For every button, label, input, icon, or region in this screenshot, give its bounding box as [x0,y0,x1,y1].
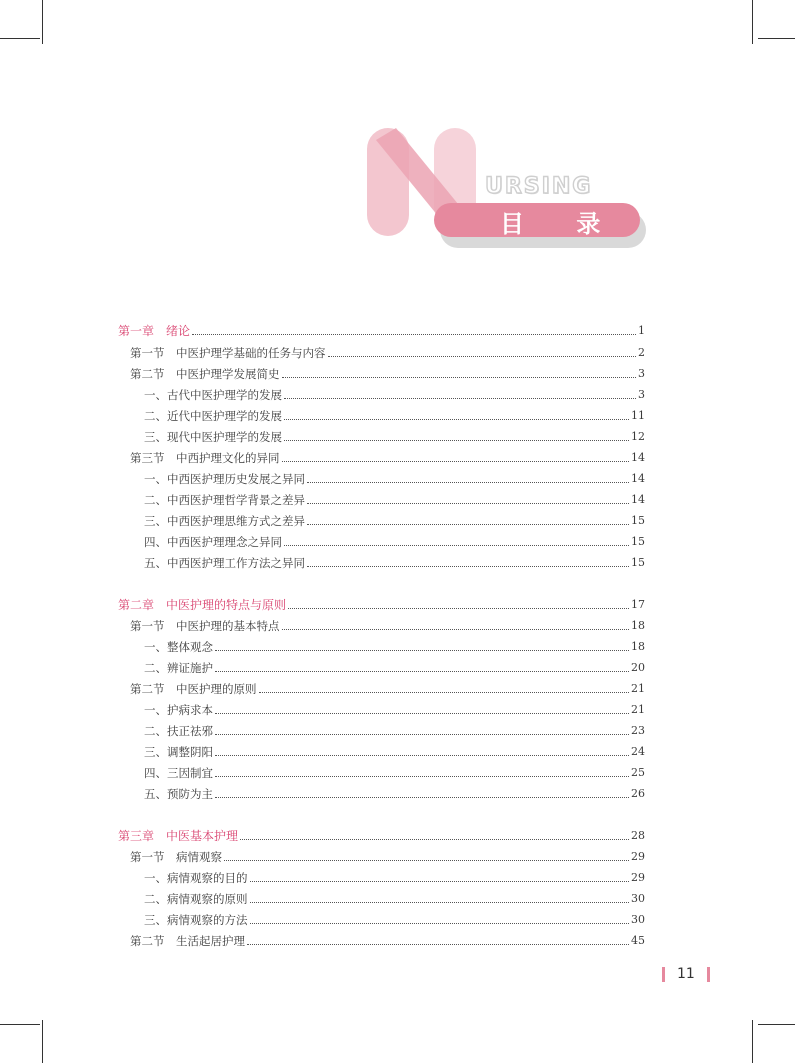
toc-entry-title: 四、中西医护理理念之异同 [144,535,282,549]
toc-entry-page: 3 [638,388,645,401]
toc-entry-title: 二、辨证施护 [144,661,213,675]
toc-item-row[interactable] [144,913,645,927]
dot-leader [215,671,629,672]
toc-item-row[interactable] [144,409,645,423]
dot-leader [307,482,629,483]
toc-item-row[interactable] [144,661,645,675]
dot-leader [284,545,629,546]
dot-leader [215,797,629,798]
ursing-logo-text: URSING [485,174,593,199]
dot-leader [284,419,629,420]
dot-leader [215,734,629,735]
toc-item-row[interactable] [144,388,645,402]
toc-item-row[interactable] [144,430,645,444]
dot-leader [215,755,629,756]
toc-entry-page: 15 [631,514,645,527]
toc-entry-title: 三、现代中医护理学的发展 [144,430,282,444]
toc-entry-page: 29 [631,871,645,884]
toc-item-row[interactable] [144,535,645,549]
toc-entry-title: 一、整体观念 [144,640,213,654]
toc-entry-page: 15 [631,535,645,548]
toc-section-row[interactable] [130,367,645,381]
toc-item-row[interactable] [144,514,645,528]
toc-entry-title: 三、病情观察的方法 [144,913,248,927]
toc-entry-title: 五、预防为主 [144,787,213,801]
toc-entry-title: 三、中西医护理思维方式之差异 [144,514,305,528]
toc-section-row[interactable] [130,619,645,633]
toc-entry-title: 二、病情观察的原则 [144,892,248,906]
dot-leader [307,503,629,504]
dot-leader [240,839,629,840]
toc-entry-page: 12 [631,430,645,443]
toc-entry-page: 45 [631,934,645,947]
nursing-n-logo [0,0,795,300]
toc-section-row[interactable] [130,451,645,465]
toc-entry-title: 五、中西医护理工作方法之异同 [144,556,305,570]
dot-leader [284,440,629,441]
toc-entry-title: 第二节 生活起居护理 [130,934,245,948]
toc-item-row[interactable] [144,892,645,906]
toc-entry-page: 11 [631,409,645,422]
dot-leader [282,629,630,630]
folio-bar-left [662,967,665,982]
toc-item-row[interactable] [144,472,645,486]
dot-leader [288,608,629,609]
toc-entry-page: 14 [631,451,645,464]
folio-bar-right [707,967,710,982]
toc-entry-page: 23 [631,724,645,737]
toc-item-row[interactable] [144,703,645,717]
toc-chapter-row[interactable] [118,829,645,843]
toc-entry-page: 21 [631,682,645,695]
toc-item-row[interactable] [144,787,645,801]
toc-item-row[interactable] [144,871,645,885]
toc-entry-title: 二、扶正祛邪 [144,724,213,738]
toc-chapter-row[interactable] [118,598,645,612]
toc-chapter-row[interactable] [118,324,645,338]
toc-entry-title: 三、调整阴阳 [144,745,213,759]
toc-entry-title: 第三章 中医基本护理 [118,829,239,843]
dot-leader [224,860,629,861]
toc-entry-page: 1 [638,324,645,337]
toc-entry-title: 二、中西医护理哲学背景之差异 [144,493,305,507]
toc-section-row[interactable] [130,682,645,696]
toc-entry-title: 一、中西医护理历史发展之异同 [144,472,305,486]
dot-leader [192,334,636,335]
toc-entry-page: 14 [631,472,645,485]
toc-entry-page: 21 [631,703,645,716]
toc-item-row[interactable] [144,766,645,780]
dot-leader [282,377,637,378]
toc-section-row[interactable] [130,934,645,948]
toc-entry-page: 24 [631,745,645,758]
toc-entry-title: 第一节 中医护理学基础的任务与内容 [130,346,326,360]
dot-leader [307,566,629,567]
toc-entry-title: 第二节 中医护理的原则 [130,682,257,696]
dot-leader [215,650,629,651]
toc-entry-page: 15 [631,556,645,569]
toc-entry-title: 第一节 病情观察 [130,850,222,864]
toc-entry-page: 18 [631,619,645,632]
dot-leader [250,902,630,903]
toc-entry-title: 四、三因制宜 [144,766,213,780]
toc-entry-title: 第二章 中医护理的特点与原则 [118,598,287,612]
toc-entry-title: 第二节 中医护理学发展简史 [130,367,280,381]
dot-leader [215,776,629,777]
toc-entry-page: 26 [631,787,645,800]
toc-entry-page: 29 [631,850,645,863]
toc-section-row[interactable] [130,850,645,864]
dot-leader [328,356,637,357]
dot-leader [259,692,630,693]
toc-entry-page: 14 [631,493,645,506]
page-title: 目 录 [500,210,623,238]
toc-entry-title: 一、古代中医护理学的发展 [144,388,282,402]
toc-section-row[interactable] [130,346,645,360]
page-number [662,966,710,982]
toc-item-row[interactable] [144,724,645,738]
toc-entry-page: 30 [631,892,645,905]
toc-entry-title: 二、近代中医护理学的发展 [144,409,282,423]
toc-item-row[interactable] [144,745,645,759]
page-number-text: 11 [677,966,695,982]
dot-leader [250,923,630,924]
dot-leader [282,461,630,462]
toc-entry-title: 第一节 中医护理的基本特点 [130,619,280,633]
toc-entry-page: 3 [638,367,645,380]
toc-item-row[interactable] [144,493,645,507]
dot-leader [215,713,629,714]
toc-entry-page: 30 [631,913,645,926]
toc-item-row[interactable] [144,640,645,654]
dot-leader [307,524,629,525]
toc-item-row[interactable] [144,556,645,570]
dot-leader [247,944,629,945]
toc-entry-page: 20 [631,661,645,674]
toc-entry-page: 17 [631,598,645,611]
toc-entry-title: 第一章 绪论 [118,324,191,338]
toc-entry-page: 28 [631,829,645,842]
toc-entry-title: 一、病情观察的目的 [144,871,248,885]
toc-entry-page: 2 [638,346,645,359]
toc-entry-page: 25 [631,766,645,779]
toc-entry-page: 18 [631,640,645,653]
toc-entry-title: 第三节 中西护理文化的异同 [130,451,280,465]
dot-leader [284,398,636,399]
toc-entry-title: 一、护病求本 [144,703,213,717]
dot-leader [250,881,630,882]
